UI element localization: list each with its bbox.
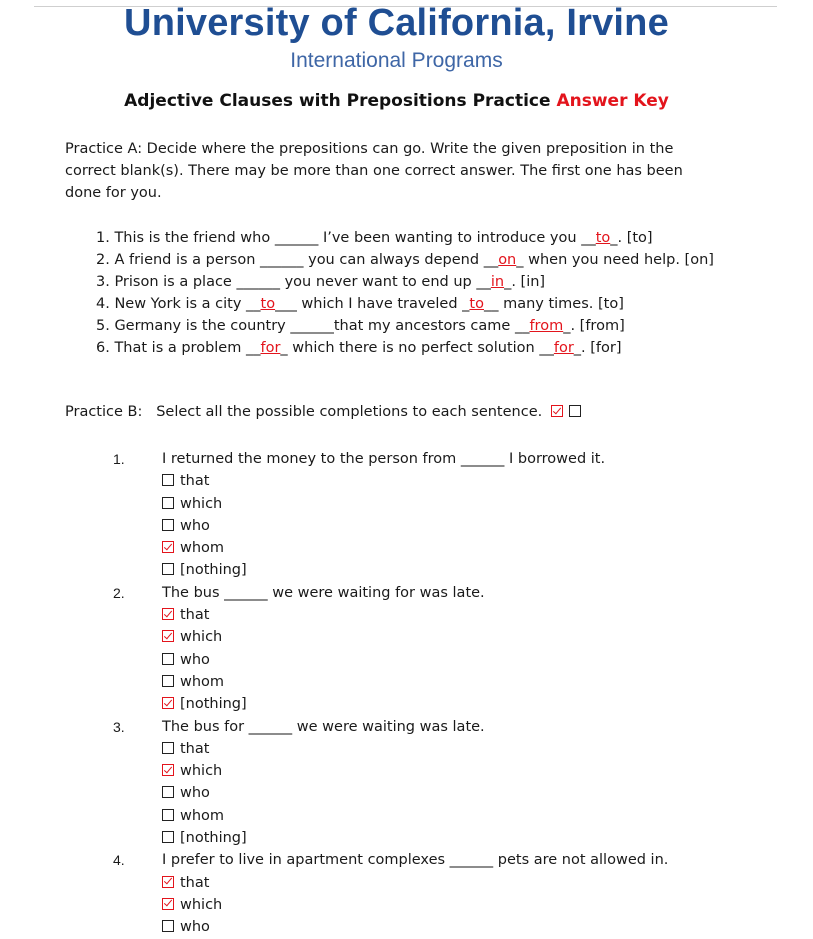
option-that[interactable] [113, 872, 247, 894]
question-number: 2. [113, 584, 125, 601]
checked-box-icon[interactable] [162, 630, 174, 642]
option-whom[interactable] [113, 671, 247, 693]
question-text: I prefer to live in apartment complexes ______ pets are not allowed in. [162, 852, 669, 869]
option-label: which [180, 896, 223, 913]
checkbox-icon[interactable] [162, 653, 174, 665]
sentence-text: _ [516, 252, 524, 268]
option-that[interactable] [113, 604, 247, 626]
title-text: Adjective Clauses with Prepositions Practice [124, 91, 551, 111]
option-which[interactable] [113, 626, 247, 648]
option-label: [nothing] [180, 696, 247, 713]
option-label: who [180, 651, 210, 668]
sentence-text: . [from] [570, 318, 625, 334]
checkbox-icon[interactable] [162, 809, 174, 821]
answer-blank: on [498, 252, 517, 268]
option-label: which [180, 763, 223, 780]
option-label: whom [180, 807, 225, 824]
sentence-text: that my ancestors came [333, 318, 515, 334]
sentence-text: __ [245, 340, 261, 356]
option-label: [nothing] [180, 830, 247, 847]
sentence-text: _ [563, 318, 571, 334]
practice-a-list [96, 227, 714, 359]
sentence-text: __ [246, 296, 261, 312]
option-nothing[interactable] [113, 559, 247, 581]
checkbox-icon[interactable] [162, 920, 174, 932]
practice-a-item [96, 315, 714, 337]
option-label: who [180, 919, 210, 936]
sentence-text: _ [504, 274, 512, 290]
option-who[interactable] [113, 515, 247, 537]
sentence-text: ______ [290, 318, 334, 334]
sentence-text: _ [462, 296, 470, 312]
sentence-text: ______ [236, 274, 280, 290]
practice-a-item [96, 337, 714, 359]
option-nothing[interactable] [113, 693, 247, 715]
practice-b-instruction: Select all the possible completions to each sentence. [156, 404, 543, 420]
sentence-text: many times. [to] [498, 296, 624, 312]
option-label: [nothing] [180, 562, 247, 579]
question-number: 3. [113, 718, 125, 735]
answer-key-label: Answer Key [556, 91, 669, 111]
option-who[interactable] [113, 916, 247, 938]
option-label: who [180, 785, 210, 802]
sentence-text: which there is no perfect solution [287, 340, 540, 356]
empty-box-icon [569, 405, 581, 417]
question-row [113, 849, 669, 871]
option-label: that [180, 874, 210, 891]
sentence-text: 1. This is the friend who [96, 230, 275, 246]
answer-blank: for [553, 340, 574, 356]
checked-box-icon[interactable] [162, 608, 174, 620]
option-label: that [180, 740, 210, 757]
checked-box-icon[interactable] [162, 541, 174, 553]
question-row [113, 582, 485, 604]
sentence-text: when you need help. [on] [523, 252, 714, 268]
sentence-text: 4. New York is a city [96, 296, 247, 312]
sentence-text: ______ [274, 230, 319, 246]
sentence-text: __ [539, 340, 554, 356]
checkbox-icon[interactable] [162, 675, 174, 687]
sentence-text: . [in] [511, 274, 546, 290]
option-label: whom [180, 673, 225, 690]
practice-a-item [96, 293, 714, 315]
option-which[interactable] [113, 894, 247, 916]
option-that[interactable] [113, 470, 247, 492]
checked-box-icon[interactable] [162, 876, 174, 888]
practice-a-item [96, 249, 714, 271]
sentence-text: ______ [260, 252, 304, 268]
option-that[interactable] [113, 738, 247, 760]
option-whom[interactable] [113, 805, 247, 827]
option-nothing[interactable] [113, 827, 247, 849]
checked-box-icon[interactable] [162, 764, 174, 776]
checkbox-icon[interactable] [162, 497, 174, 509]
sentence-text: _ [610, 230, 618, 246]
question-number: 1. [113, 451, 125, 467]
sentence-text: . [to] [617, 230, 653, 246]
department-name: International Programs [290, 49, 503, 72]
question-number: 4. [113, 852, 125, 869]
sentence-text: ___ [275, 296, 297, 312]
option-who[interactable] [113, 649, 247, 671]
checkbox-icon[interactable] [162, 474, 174, 486]
practice-b-label: Practice B: [65, 404, 143, 420]
sentence-text: __ [483, 252, 499, 268]
answer-blank: to [595, 230, 611, 246]
answer-blank: to [260, 296, 276, 312]
option-label: which [180, 629, 223, 646]
sentence-text: _ [573, 340, 582, 356]
sentence-text: you can always depend [303, 252, 484, 268]
option-label: which [180, 495, 223, 512]
practice-b-header [65, 404, 587, 420]
sentence-text: _ [280, 340, 288, 356]
sentence-text: 6. That is a problem [96, 340, 246, 356]
option-which[interactable] [113, 493, 247, 515]
checkbox-icon[interactable] [162, 563, 174, 575]
option-label: who [180, 517, 210, 534]
sentence-text: __ [483, 296, 499, 312]
sentence-text: __ [476, 274, 491, 290]
option-label: that [180, 607, 210, 624]
sentence-text: __ [514, 318, 530, 334]
page-title [0, 91, 793, 111]
sentence-text: 5. Germany is the country [96, 318, 291, 334]
sentence-text: I’ve been wanting to introduce you [318, 230, 582, 246]
option-label: whom [180, 540, 225, 557]
question-text: I returned the money to the person from ______ I borrowed it. [162, 451, 606, 467]
university-name: University of California, Irvine [124, 2, 669, 44]
answer-blank: for [260, 340, 281, 356]
sentence-text: 2. A friend is a person [96, 252, 260, 268]
practice-a-item [96, 227, 714, 249]
sentence-text: which I have traveled [296, 296, 463, 312]
sentence-text: you never want to end up [279, 274, 477, 290]
answer-blank: in [490, 274, 505, 290]
sentence-text: 3. Prison is a place [96, 274, 237, 290]
checked-box-icon[interactable] [162, 697, 174, 709]
practice-a-item [96, 271, 714, 293]
question-text: The bus for ______ we were waiting was late. [162, 718, 485, 735]
checked-box-icon [551, 405, 563, 417]
checkbox-icon[interactable] [162, 742, 174, 754]
question-text: The bus ______ we were waiting for was late. [162, 584, 485, 601]
option-which[interactable] [113, 760, 247, 782]
practice-b-list [113, 448, 669, 939]
practice-a-instructions: Practice A: Decide where the prepositions can go. Write the given preposition in the correct blank(s). There may be more than one correct answer. The first one has been done for you. [65, 141, 683, 201]
checkbox-icon[interactable] [162, 519, 174, 531]
checkbox-icon[interactable] [162, 786, 174, 798]
option-label: that [180, 473, 210, 490]
option-whom[interactable] [113, 537, 247, 559]
sentence-text: __ [581, 230, 596, 246]
answer-blank: from [529, 318, 564, 334]
answer-blank: to [469, 296, 484, 312]
checkbox-icon[interactable] [162, 831, 174, 843]
checked-box-icon[interactable] [162, 898, 174, 910]
question-row [113, 716, 485, 738]
sentence-text: . [for] [581, 340, 622, 356]
option-who[interactable] [113, 782, 247, 804]
question-row [113, 448, 606, 470]
